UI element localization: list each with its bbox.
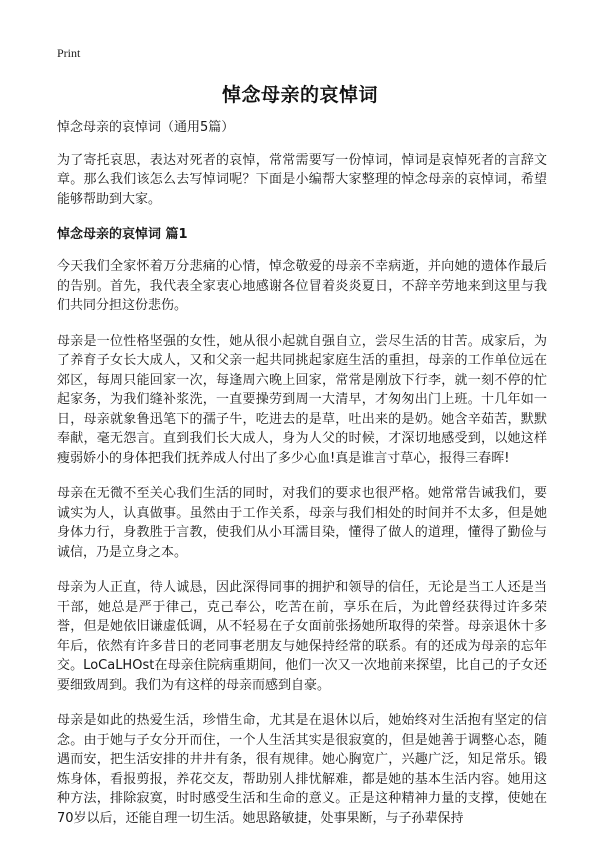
body-paragraph: 母亲是如此的热爱生活，珍惜生命，尤其是在退休以后，她始终对生活抱有坚定的信念。由于她与子女分开而住，一个人生活其实是很寂寞的，但是她善于调整心态，随遇而安，把生活安排的井井有条，很有规律。她心胸宽广，兴趣广泛，知足常乐。锻炼身体，看报剪报，养花交友，帮助别人排忧解难，都是她的基本生活内容。她用这种方法，排除寂寞，时时感受生活和生命的意义。正是这种精神力量的支撑，使她在70岁以后，还能自理一切生活。她思路敏捷，处事果断，与子孙辈保持 (57, 713, 547, 826)
print-link[interactable]: Print (57, 46, 81, 60)
body-paragraph: 母亲在无微不至关心我们生活的同时，对我们的要求也很严格。她常常告诫我们，要诚实为人，认真做事。虽然由于工作关系，母亲与我们相处的时间并不太多，但是她身体力行，身教胜于言教，使我们从小耳濡目染，懂得了做人的道理，懂得了勤俭与诚信，乃是立身之本。 (57, 486, 547, 560)
article-subtitle: 悼念母亲的哀悼词（通用5篇） (57, 120, 235, 135)
body-paragraph: 母亲为人正直，待人诚恳，因此深得同事的拥护和领导的信任，无论是当工人还是当干部，她总是严于律己，克己奉公，吃苦在前，享乐在后，为此曾经获得过许多荣誉，但是她依旧谦虚低调，从不轻易在子女面前张扬她所取得的荣誉。母亲退休十多年后，依然有许多昔日的老同事老朋友与她保持经常的联系。有的还成为母亲的忘年交。LoCaLHOst在母亲住院病重期间，他们一次又一次地前来探望，比自己的子女还要细致周到。我们为有这样的母亲而感到自豪。 (57, 580, 547, 693)
intro-paragraph: 为了寄托哀思，表达对死者的哀悼，常常需要写一份悼词，悼词是哀悼死者的言辞文章。那么我们该怎么去写悼词呢？下面是小编帮大家整理的悼念母亲的哀悼词，希望能够帮助到大家。 (57, 152, 547, 207)
page-title: 悼念母亲的哀悼词 (221, 84, 378, 106)
section-heading: 悼念母亲的哀悼词 篇1 (57, 227, 188, 242)
article-body (57, 118, 547, 844)
body-paragraph: 今天我们全家怀着万分悲痛的心情，悼念敬爱的母亲不幸病逝，并向她的遗体作最后的告别。首先，我代表全家衷心地感谢各位冒着炎炎夏日，不辞辛劳地来到这里与我们共同分担这份悲伤。 (57, 259, 547, 313)
body-paragraph: 母亲是一位性格坚强的女性，她从很小起就自强自立，尝尽生活的甘苦。成家后，为了养育子女长大成人，又和父亲一起共同挑起家庭生活的重担，母亲的工作单位远在郊区，每周只能回家一次，每逢周六晚上回家，常常是刚放下行李，就一刻不停的忙起家务，为我们缝补浆洗，一直要操劳到周一大清早，才匆匆出门上班。十几年如一日，母亲就象鲁迅笔下的孺子牛，吃进去的是草，吐出来的是奶。她含辛茹苦，默默奉献，毫无怨言。直到我们长大成人，身为人父的时候，才深切地感受到，以她这样瘦弱娇小的身体把我们抚养成人付出了多少心血!真是谁言寸草心，报得三春晖! (57, 333, 547, 466)
